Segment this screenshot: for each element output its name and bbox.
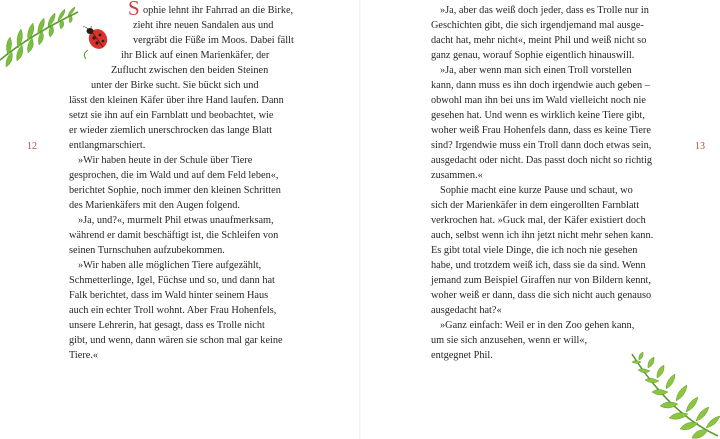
text-line: seinen Turnschuhen aufzubekommen. <box>69 245 225 256</box>
right-page <box>360 0 720 439</box>
text-line: während er damit beschäftigt ist, die Schleifen von <box>69 230 279 241</box>
text-line: Geschichten gibt, die sich irgendjemand mal ausge- <box>431 20 644 31</box>
text-line: dacht hat, mehr nicht«, meint Phil und weiß nicht so <box>431 35 647 46</box>
text-line: ophie lehnt ihr Fahrrad an die Birke, <box>143 5 294 16</box>
text-line: ganz genau, worauf Sophie eigentlich hinauswill. <box>431 50 635 61</box>
text-line: »Ja, und?«, murmelt Phil etwas unaufmerksam, <box>78 215 274 226</box>
text-line: Sophie macht eine kurze Pause und schaut, wo <box>440 185 633 196</box>
text-line: »Ja, aber das weiß doch jeder, dass es Trolle nur in <box>440 5 649 16</box>
text-line: »Wir haben heute in der Schule über Tiere <box>78 155 253 166</box>
text-line: ausgedacht hat?« <box>431 305 502 316</box>
text-line: jemand zum Beispiel Giraffen nur von Bildern kennt, <box>431 275 651 286</box>
text-line: obwohl man ihn bei uns im Wald vielleicht noch nie <box>431 95 646 106</box>
text-line: ihr Blick auf einen Marienkäfer, der <box>121 50 270 61</box>
text-line: habe, und trotzdem weiß ich, dass sie da sind. Wenn <box>431 260 646 271</box>
text-line: Zuflucht zwischen den beiden Steinen <box>111 65 269 76</box>
text-line: des Marienkäfers mit den Augen folgend. <box>69 200 240 211</box>
text-line: auch ein echter Troll wohnt. Aber Frau Hohenfels, <box>69 305 277 316</box>
text-line: Schmetterlinge, Igel, Füchse und so, und dann hat <box>69 275 275 286</box>
text-line: unter der Birke sucht. Sie bückt sich und <box>91 80 259 91</box>
text-line: gibt, und wenn, dann wären sie schon mal gar keine <box>69 335 283 346</box>
text-line: lässt den kleinen Käfer über ihre Hand laufen. Dann <box>69 95 284 106</box>
text-line: »Ja, aber wenn man sich einen Troll vorstellen <box>440 65 632 76</box>
text-line: Es gibt total viele Dinge, die ich noch nie gesehen <box>431 245 638 256</box>
text-line: entgegnet Phil. <box>431 350 493 361</box>
fern-illustration <box>0 0 90 70</box>
text-line: »Wir haben alle möglichen Tiere aufgezählt, <box>78 260 262 271</box>
text-line: »Ganz einfach: Weil er in den Zoo gehen kann, <box>440 320 635 331</box>
text-line: auch, selbst wenn ich ihn jetzt nicht mehr sehen kann. <box>431 230 654 241</box>
drop-cap: S <box>128 0 140 20</box>
text-line: woher weiß er dann, dass die sich nicht auch genauso <box>431 290 652 301</box>
text-line: sind? Irgendwie muss ein Troll dann doch etwas sein, <box>431 140 652 151</box>
text-line: er wieder ziemlich unerschrocken das lange Blatt <box>69 125 272 136</box>
text-line: entlangmarschiert. <box>69 140 146 151</box>
text-line: setzt sie ihn auf ein Farnblatt und beobachtet, wie <box>69 110 274 121</box>
text-line: unsere Lehrerin, hat gesagt, dass es Trolle nicht <box>69 320 265 331</box>
text-line: kann, dann muss es ihn doch irgendwie auch geben – <box>431 80 650 91</box>
text-line: verkrochen hat. »Guck mal, der Käfer existiert doch <box>431 215 646 226</box>
page-number-left: 12 <box>27 141 37 152</box>
text-line: gesprochen, die im Wald und auf dem Feld leben«, <box>69 170 279 181</box>
text-line: berichtet Sophie, noch immer den kleinen Schritten <box>69 185 281 196</box>
text-line: vergräbt die Füße im Moos. Dabei fällt <box>133 35 294 46</box>
text-line: Tiere.« <box>69 350 99 361</box>
text-line: zusammen.« <box>431 170 483 181</box>
page-number-right: 13 <box>695 141 705 152</box>
text-line: sich der Marienkäfer in dem eingerollten Farnblatt <box>431 200 640 211</box>
fern-illustration <box>610 344 720 439</box>
text-line: zieht ihre neuen Sandalen aus und <box>133 20 274 31</box>
text-line: ausgedacht oder nicht. Das passt doch nicht so richtig <box>431 155 653 166</box>
ladybug-illustration <box>82 26 112 60</box>
text-line: Falk berichtet, dass im Wald hinter seinem Haus <box>69 290 269 301</box>
text-line: gesehen hat. Und wenn es wirklich keine Tiere gibt, <box>431 110 645 121</box>
text-line: woher weiß Frau Hohenfels dann, dass es keine Tiere <box>431 125 651 136</box>
text-line: um sie sich anzusehen, wenn er will«, <box>431 335 588 346</box>
